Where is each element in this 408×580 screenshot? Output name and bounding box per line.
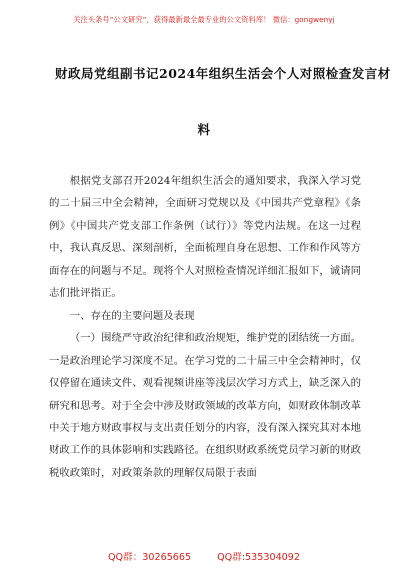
document-title-line1: 财政局党组副书记2024年组织生活会个人对照检查发言材 — [55, 66, 391, 81]
header-banner-text: 关注头条号“公文研究”，获得最新最全最专业的公文资料库！ 微信：gongwenyj — [73, 15, 335, 24]
section-heading: 一、存在的主要问题及表现 — [69, 309, 195, 322]
footer-qq-group-2: QQ群:535304092 — [217, 552, 300, 563]
document-title-line2: 料 — [197, 122, 211, 137]
header-banner — [0, 0, 408, 40]
document-body — [49, 170, 361, 484]
footer-qq-group-1: QQ群：30265665 — [108, 552, 192, 563]
footer — [0, 549, 408, 563]
intro-paragraph: 根据党支部召开2024年组织生活会的通知要求，我深入学习党的二十届三中全会精神，全面研习党规以及《中国共产党章程》《条例》《中国共产党支部工作条例（试行）》等党内法规。在这一过程中，我认真反思、深刻剖析，全面梳理自身在思想、工作和作风等方面存在的问题与不足。现将个人对照检查情况详细汇报如下，诚请同志们批评指正。 — [49, 175, 361, 300]
section-paragraph: （一）围绕严守政治纪律和政治规矩，维护党的团结统一方面。一是政治理论学习深度不足。在学习党的二十届三中全会精神时，仅仅停留在通读文件、观看视频讲座等浅层次学习方式上，缺乏深入的研究和思考。对于全会中涉及财政领域的改革方向，如财政体制改革中关于地方财政事权与支出责任划分的内容，没有深入探究其对本地财政工作的具体影响和实践路径。在组织财政系统党员学习新的财政税收政策时，对政策条款的理解仅局限于表面 — [49, 332, 361, 479]
